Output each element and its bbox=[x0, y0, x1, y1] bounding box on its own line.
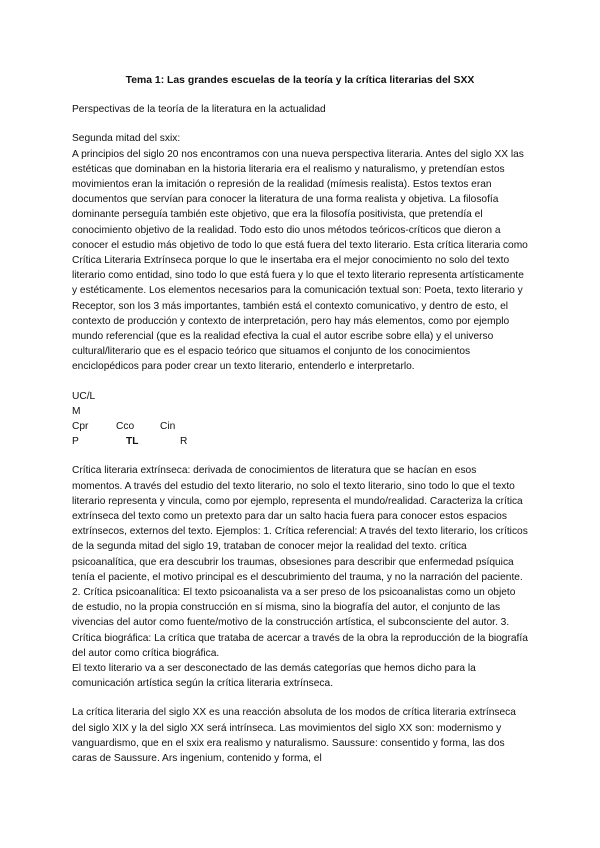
document-subtitle: Perspectivas de la teoría de la literatura en la actualidad bbox=[72, 104, 326, 116]
communication-diagram bbox=[72, 389, 528, 450]
diagram-uc-l: UC/L bbox=[72, 390, 96, 402]
diagram-tl: TL bbox=[126, 436, 139, 448]
paragraph-4: La crítica literaria del siglo XX es una reacción absoluta de los modos de crítica literaria extrínseca del siglo XIX y la del siglo XX será intrínseca. Las movimientos del siglo XX son: modernismo y vanguardismo, que en el sxix era realismo y naturalismo. Saussure: consentido y forma, las dos caras de Saussure. Ars ingenium, contenido y forma, el bbox=[72, 707, 516, 765]
diagram-cin: Cin bbox=[160, 421, 176, 433]
diagram-cco: Cco bbox=[116, 421, 135, 433]
paragraph-2: Crítica literaria extrínseca: derivada de conocimientos de literatura que se hacían en esos momentos. A través del estudio del texto literario, no solo el texto literario, sino todo lo que el texto literario representa y vincula, como por ejemplo, representa el mundo/realidad. Caracteriza la crítica extrínseca del texto como un pretexto para dar un salto hacia fuera para conocer estos espacios extrínsecos, externos del texto. Ejemplos: 1. Crítica referencial: A través del texto literario, los críticos de la segunda mitad del siglo 19, trataban de conocer mejor la realidad del texto. crítica psicoanalítica, que era descubrir los traumas, obsesiones para describir que enfermedad psíquica tenía el paciente, el motivo principal es el descubrimiento del trauma, y no la narración del paciente. 2. Crítica psicoanalítica: El texto psicoanalista va a ser preso de los psicoanalistas como un objeto de estudio, no la propia construcción en sí misma, sino la biografía del autor, el conjunto de las vivencias del autor como fuente/motivo de la construcción artística, el subconsciente del autor. 3. Crítica biográfica: La crítica que trataba de acercar a través de la obra la reproducción de la biografía del autor como crítica biográfica. bbox=[72, 465, 528, 659]
diagram-r: R bbox=[180, 436, 188, 448]
paragraph-1: A principios del siglo 20 nos encontramos con una nueva perspectiva literaria. Antes del siglo XX las estéticas que dominaban en la historia literaria era el realismo y naturalismo, y pretendían estos movimientos eran la imitación o represión de la realidad (mímesis realista). Estos textos eran documentos que servían para conocer la literatura de una forma realista y objetiva. La filosofía dominante perseguía también este objetivo, que era la filosofía positivista, que pretendía el conocimiento objetivo de la realidad. Todo esto dio unos métodos teóricos-críticos que dieron a conocer el estudio más objetivo de todo lo que está fuera del texto literario. Esta crítica literaria como Crítica Literaria Extrínseca porque lo que le insertaba era el mejor conocimiento no solo del texto literario como entidad, sino todo lo que está fuera y lo que el texto literario representa artísticamente y estéticamente. Los elementos necesarios para la comunicación textual son: Poeta, texto literario y Receptor, son los 3 más importantes, también está el contexto comunicativo, y dentro de esto, el contexto de producción y contexto de interpretación, pero hay más elementos, como por ejemplo mundo referencial (que es la realidad efectiva la cual el autor escribe sobre ella) y el universo cultural/literario que es el espacio teórico que situamos el conjunto de los conocimientos enciclopédicos para poder crear un texto literario, entenderlo e interpretarlo. bbox=[72, 148, 528, 373]
section-heading: Segunda mitad del sxix: bbox=[72, 133, 181, 145]
document-title: Tema 1: Las grandes escuelas de la teoría y la crítica literarias del SXX bbox=[125, 75, 475, 86]
diagram-p: P bbox=[72, 436, 79, 448]
diagram-cpr: Cpr bbox=[72, 421, 89, 433]
diagram-m: M bbox=[72, 405, 81, 417]
paragraph-3: El texto literario va a ser desconectado de las demás categorías que hemos dicho para la comunicación artística según la crítica literaria extrínseca. bbox=[72, 663, 476, 690]
